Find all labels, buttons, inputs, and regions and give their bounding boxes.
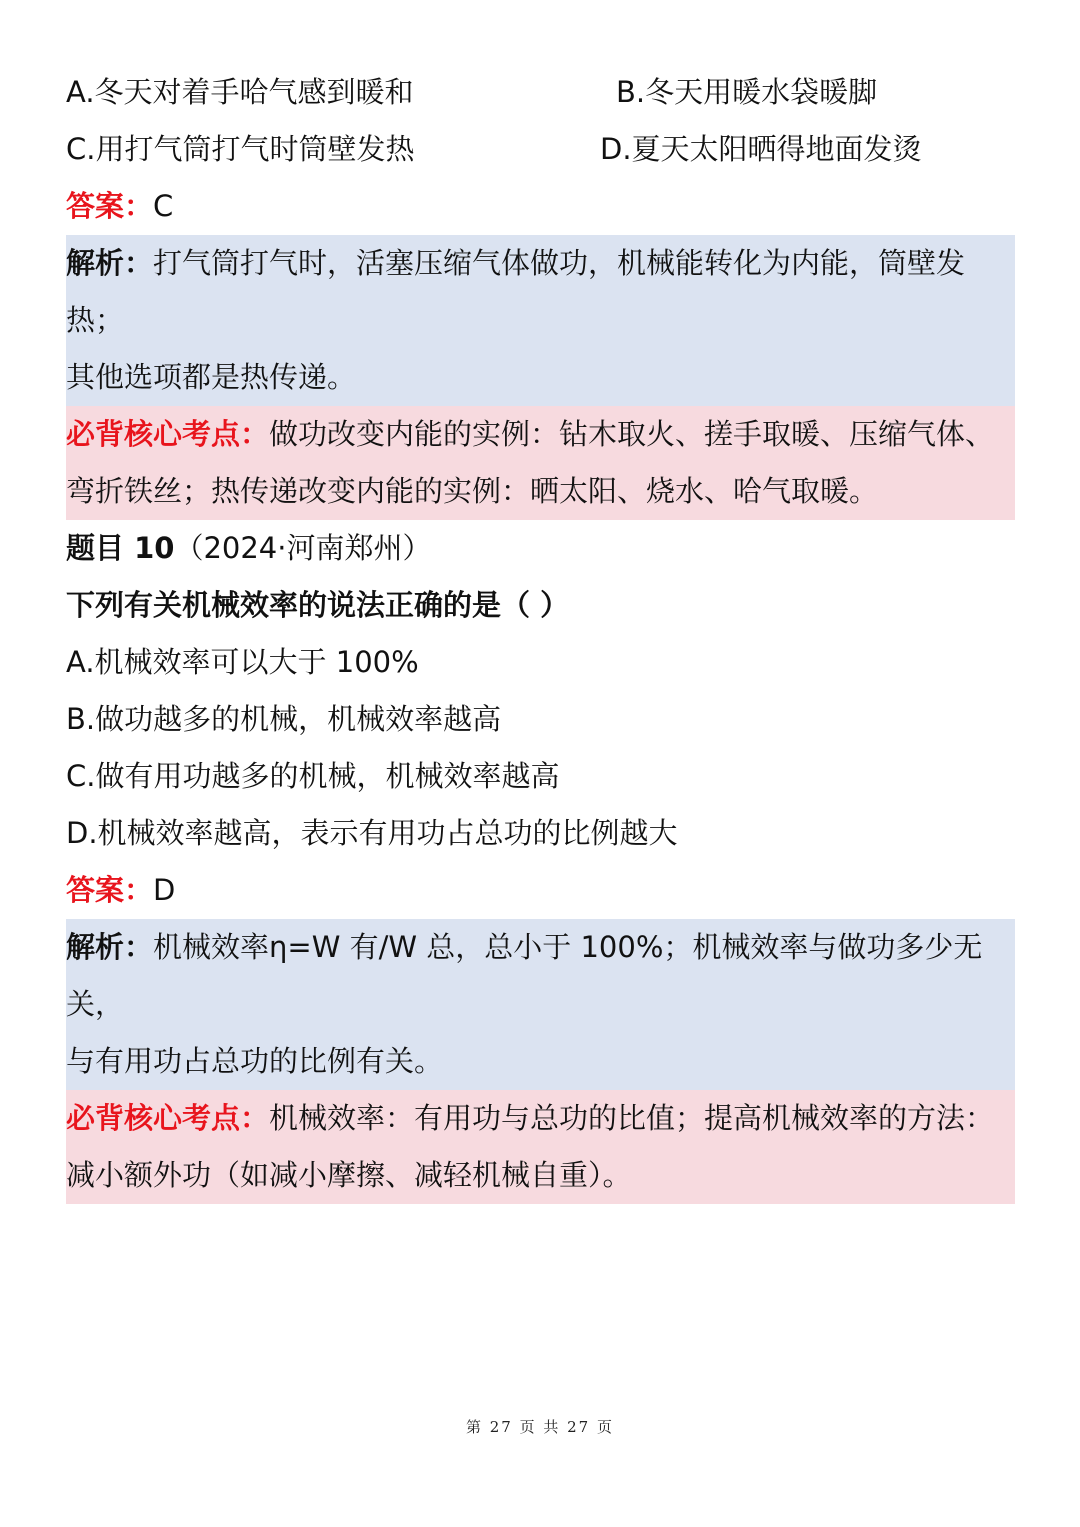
key-line-2: 减小额外功（如减小摩擦、减轻机械自重）。 <box>66 1158 632 1192</box>
prev-key-label: 必背核心考点： <box>66 417 270 451</box>
key-text-1: 机械效率：有用功与总功的比值；提高机械效率的方法： <box>269 1101 995 1135</box>
option-c: C.做有用功越多的机械，机械效率越高 <box>66 759 560 793</box>
prev-analysis-line-1 <box>66 235 1015 349</box>
page-footer: 第 27 页 共 27 页 <box>465 1418 614 1436</box>
analysis-box <box>66 919 1015 1090</box>
option-d: D.机械效率越高，表示有用功占总功的比例越大 <box>66 816 678 850</box>
analysis-line-1 <box>66 919 1015 1033</box>
prev-analysis-box <box>66 235 1015 406</box>
question-source: （2024·河南郑州） <box>174 531 432 565</box>
option-b: B.做功越多的机械，机械效率越高 <box>66 702 502 736</box>
option-a: A.机械效率可以大于 100% <box>66 645 419 679</box>
answer-value: D <box>153 873 176 907</box>
prev-option-c: C.用打气筒打气时筒壁发热 <box>66 132 415 166</box>
analysis-line-2: 与有用功占总功的比例有关。 <box>66 1044 444 1078</box>
prev-analysis-line-2: 其他选项都是热传递。 <box>66 360 357 394</box>
question-title: 题目 10 <box>66 531 175 565</box>
prev-option-b: B.冬天用暖水袋暖脚 <box>616 75 878 109</box>
prev-key-line-2: 弯折铁丝；热传递改变内能的实例：晒太阳、烧水、哈气取暖。 <box>66 474 879 508</box>
question-stem: 下列有关机械效率的说法正确的是（ ） <box>66 588 570 622</box>
key-line-1 <box>66 1090 1015 1147</box>
prev-key-text-1: 做功改变内能的实例：钻木取火、搓手取暖、压缩气体、 <box>269 417 995 451</box>
key-point-box <box>66 1090 1015 1204</box>
prev-key-point-box <box>66 406 1015 520</box>
prev-answer-value: C <box>153 189 174 223</box>
prev-option-d: D.夏天太阳晒得地面发烫 <box>600 132 922 166</box>
prev-answer-label: 答案： <box>66 189 154 223</box>
answer-label: 答案： <box>66 873 154 907</box>
prev-options-row-1 <box>66 64 1015 121</box>
prev-analysis-label: 解析： <box>66 246 154 280</box>
analysis-label: 解析： <box>66 930 154 964</box>
answer <box>66 862 1015 919</box>
prev-options-row-2 <box>66 121 1015 178</box>
page-content <box>66 64 1015 1204</box>
prev-option-a: A.冬天对着手哈气感到暖和 <box>66 75 414 109</box>
prev-key-line-1 <box>66 406 1015 463</box>
question-heading <box>66 520 1015 577</box>
key-label: 必背核心考点： <box>66 1101 270 1135</box>
prev-analysis-text-1: 打气筒打气时，活塞压缩气体做功，机械能转化为内能，筒壁发热； <box>66 246 966 337</box>
prev-answer <box>66 178 1015 235</box>
analysis-text-1: 机械效率η=W 有/W 总，总小于 100%；机械效率与做功多少无关， <box>66 930 983 1021</box>
